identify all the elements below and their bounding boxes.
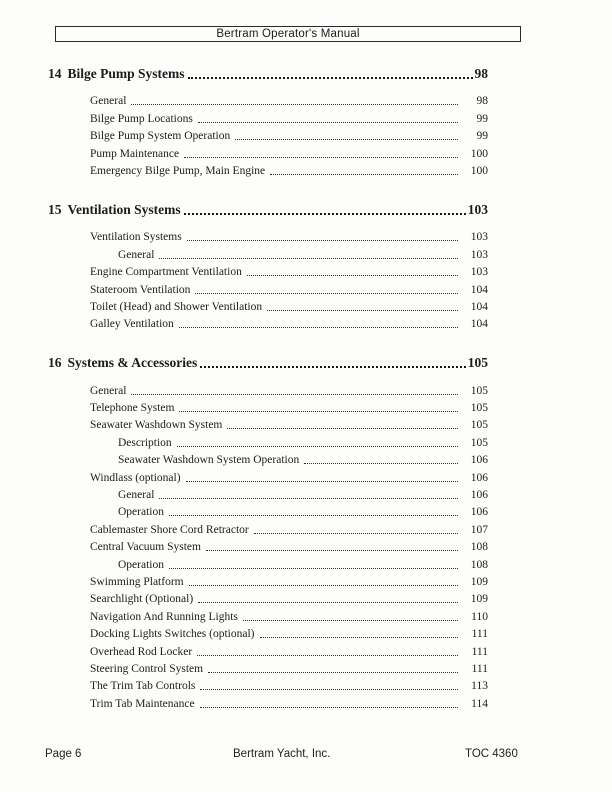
dot-leader: [184, 213, 466, 215]
toc-entry: [48, 432, 488, 449]
toc-section-heading: [48, 355, 488, 371]
dot-leader: [184, 157, 458, 158]
toc-entry: [48, 143, 488, 160]
toc-entry-page-number: 105: [470, 402, 488, 415]
toc-entry-page-number: 106: [470, 471, 488, 484]
dot-leader: [177, 446, 458, 447]
toc-entry-label: Stateroom Ventilation: [90, 283, 191, 296]
toc-entry: [48, 641, 488, 658]
toc-entry-label: General: [90, 95, 127, 108]
toc-entry-label: Trim Tab Maintenance: [90, 697, 195, 710]
toc-entry-label: Navigation And Running Lights: [90, 610, 238, 623]
toc-entry: [48, 314, 488, 331]
toc-entry-label: Operation: [118, 558, 164, 571]
toc-entry-page-number: 111: [471, 662, 488, 675]
toc-entry-label: Steering Control System: [90, 662, 204, 675]
toc-section-title: Ventilation Systems: [67, 201, 181, 217]
toc-entry: [48, 380, 488, 397]
toc-section-page-number: 98: [474, 66, 488, 81]
toc-entry: [48, 676, 488, 693]
toc-section-heading: [48, 66, 488, 82]
toc-entry-page-number: 105: [470, 436, 488, 449]
toc-entry-label: Swimming Platform: [90, 575, 184, 588]
toc-entry-page-number: 104: [470, 300, 488, 313]
toc-entry-list: [48, 227, 488, 331]
dot-leader: [198, 122, 458, 123]
toc-entry: [48, 572, 488, 589]
toc-entry-label: Bilge Pump System Operation: [90, 130, 231, 143]
toc-entry-label: General: [118, 489, 155, 502]
dot-leader: [208, 672, 458, 673]
dot-leader: [159, 498, 458, 499]
toc-entry-label: Seawater Washdown System: [90, 419, 223, 432]
toc-entry: [48, 450, 488, 467]
dot-leader: [235, 139, 458, 140]
toc-entry: [48, 262, 488, 279]
dot-leader: [179, 411, 458, 412]
table-of-contents: [48, 66, 488, 711]
footer-company: Bertram Yacht, Inc.: [233, 748, 331, 760]
toc-entry-page-number: 113: [471, 680, 488, 693]
dot-leader: [200, 366, 466, 368]
dot-leader: [227, 428, 458, 429]
toc-entry-label: Galley Ventilation: [90, 318, 174, 331]
toc-entry: [48, 589, 488, 606]
toc-entry-page-number: 104: [470, 318, 488, 331]
dot-leader: [247, 275, 458, 276]
dot-leader: [260, 637, 459, 638]
page-footer: [0, 748, 612, 764]
toc-entry: [48, 659, 488, 676]
toc-entry-list: [48, 91, 488, 178]
toc-entry: [48, 91, 488, 108]
dot-leader: [179, 327, 458, 328]
toc-entry-label: Bilge Pump Locations: [90, 112, 193, 125]
dot-leader: [186, 481, 458, 482]
toc-entry-page-number: 111: [471, 645, 488, 658]
page-header: [55, 26, 521, 42]
dot-leader: [169, 515, 458, 516]
dot-leader: [254, 533, 458, 534]
toc-entry-page-number: 109: [470, 575, 488, 588]
dot-leader: [200, 689, 458, 690]
toc-entry-page-number: 98: [476, 95, 488, 108]
toc-entry-page-number: 99: [476, 112, 488, 125]
dot-leader: [198, 602, 458, 603]
toc-section: [48, 355, 488, 710]
dot-leader: [267, 310, 458, 311]
toc-entry: [48, 297, 488, 314]
toc-entry-page-number: 109: [470, 593, 488, 606]
footer-doc-ref: TOC 4360: [465, 748, 518, 760]
toc-entry-label: Operation: [118, 506, 164, 519]
toc-entry-label: Engine Compartment Ventilation: [90, 266, 242, 279]
toc-entry-list: [48, 380, 488, 710]
toc-entry-page-number: 103: [470, 231, 488, 244]
toc-entry: [48, 415, 488, 432]
toc-entry-page-number: 105: [470, 419, 488, 432]
toc-entry: [48, 126, 488, 143]
toc-entry: [48, 519, 488, 536]
toc-entry: [48, 537, 488, 554]
dot-leader: [206, 550, 458, 551]
dot-leader: [189, 585, 458, 586]
dot-leader: [187, 240, 458, 241]
toc-entry-page-number: 99: [476, 130, 488, 143]
toc-entry-page-number: 107: [470, 523, 488, 536]
toc-section-number: 14: [48, 66, 62, 81]
toc-entry: [48, 108, 488, 125]
toc-entry-label: General: [118, 248, 155, 261]
toc-section-title: Bilge Pump Systems: [67, 66, 185, 81]
toc-entry: [48, 485, 488, 502]
toc-section-page-number: 103: [467, 201, 488, 217]
toc-entry-page-number: 114: [471, 697, 488, 710]
toc-entry-label: Searchlight (Optional): [90, 593, 194, 606]
toc-entry-label: Toilet (Head) and Shower Ventilation: [90, 300, 263, 313]
toc-entry-label: Emergency Bilge Pump, Main Engine: [90, 164, 266, 177]
toc-entry: [48, 624, 488, 641]
toc-entry-label: Telephone System: [90, 402, 175, 415]
dot-leader: [197, 655, 458, 656]
toc-section: [48, 202, 488, 331]
toc-entry: [48, 161, 488, 178]
manual-title: Bertram Operator's Manual: [216, 28, 360, 40]
dot-leader: [200, 707, 458, 708]
toc-entry-label: The Trim Tab Controls: [90, 680, 196, 693]
toc-entry: [48, 279, 488, 296]
dot-leader: [304, 463, 458, 464]
toc-entry-page-number: 104: [470, 283, 488, 296]
toc-entry-label: Description: [118, 436, 172, 449]
toc-entry-label: General: [90, 384, 127, 397]
toc-section-number: 16: [48, 355, 62, 371]
toc-entry-label: Cablemaster Shore Cord Retractor: [90, 523, 249, 536]
toc-entry: [48, 502, 488, 519]
toc-entry-page-number: 106: [470, 489, 488, 502]
toc-entry-page-number: 108: [470, 558, 488, 571]
dot-leader: [131, 394, 458, 395]
toc-entry: [48, 606, 488, 623]
toc-section-title: Systems & Accessories: [67, 355, 198, 371]
toc-entry-label: Docking Lights Switches (optional): [90, 628, 255, 641]
toc-entry: [48, 467, 488, 484]
toc-section-heading: [48, 202, 488, 218]
toc-entry-label: Overhead Rod Locker: [90, 645, 193, 658]
toc-entry-label: Ventilation Systems: [90, 231, 182, 244]
toc-entry: [48, 227, 488, 244]
dot-leader: [188, 77, 473, 79]
toc-entry-label: Central Vacuum System: [90, 541, 201, 554]
toc-entry-page-number: 105: [470, 384, 488, 397]
toc-entry-page-number: 100: [470, 147, 488, 160]
toc-entry-page-number: 110: [471, 610, 488, 623]
toc-entry-page-number: 106: [470, 454, 488, 467]
toc-entry: [48, 398, 488, 415]
toc-entry-label: Windlass (optional): [90, 471, 181, 484]
toc-entry: [48, 693, 488, 710]
dot-leader: [131, 104, 458, 105]
toc-entry-page-number: 106: [470, 506, 488, 519]
dot-leader: [169, 568, 458, 569]
toc-entry-page-number: 108: [470, 541, 488, 554]
dot-leader: [270, 174, 458, 175]
toc-entry-label: Seawater Washdown System Operation: [118, 454, 300, 467]
toc-entry-page-number: 111: [471, 628, 488, 641]
toc-section: [48, 66, 488, 178]
dot-leader: [159, 258, 458, 259]
dot-leader: [195, 293, 458, 294]
dot-leader: [243, 620, 458, 621]
toc-section-page-number: 105: [467, 355, 488, 371]
toc-entry: [48, 244, 488, 261]
toc-entry: [48, 554, 488, 571]
toc-section-number: 15: [48, 201, 62, 217]
toc-entry-page-number: 103: [470, 248, 488, 261]
toc-entry-page-number: 100: [470, 164, 488, 177]
footer-page-number: Page 6: [45, 748, 82, 760]
toc-entry-page-number: 103: [470, 266, 488, 279]
toc-entry-label: Pump Maintenance: [90, 147, 180, 160]
